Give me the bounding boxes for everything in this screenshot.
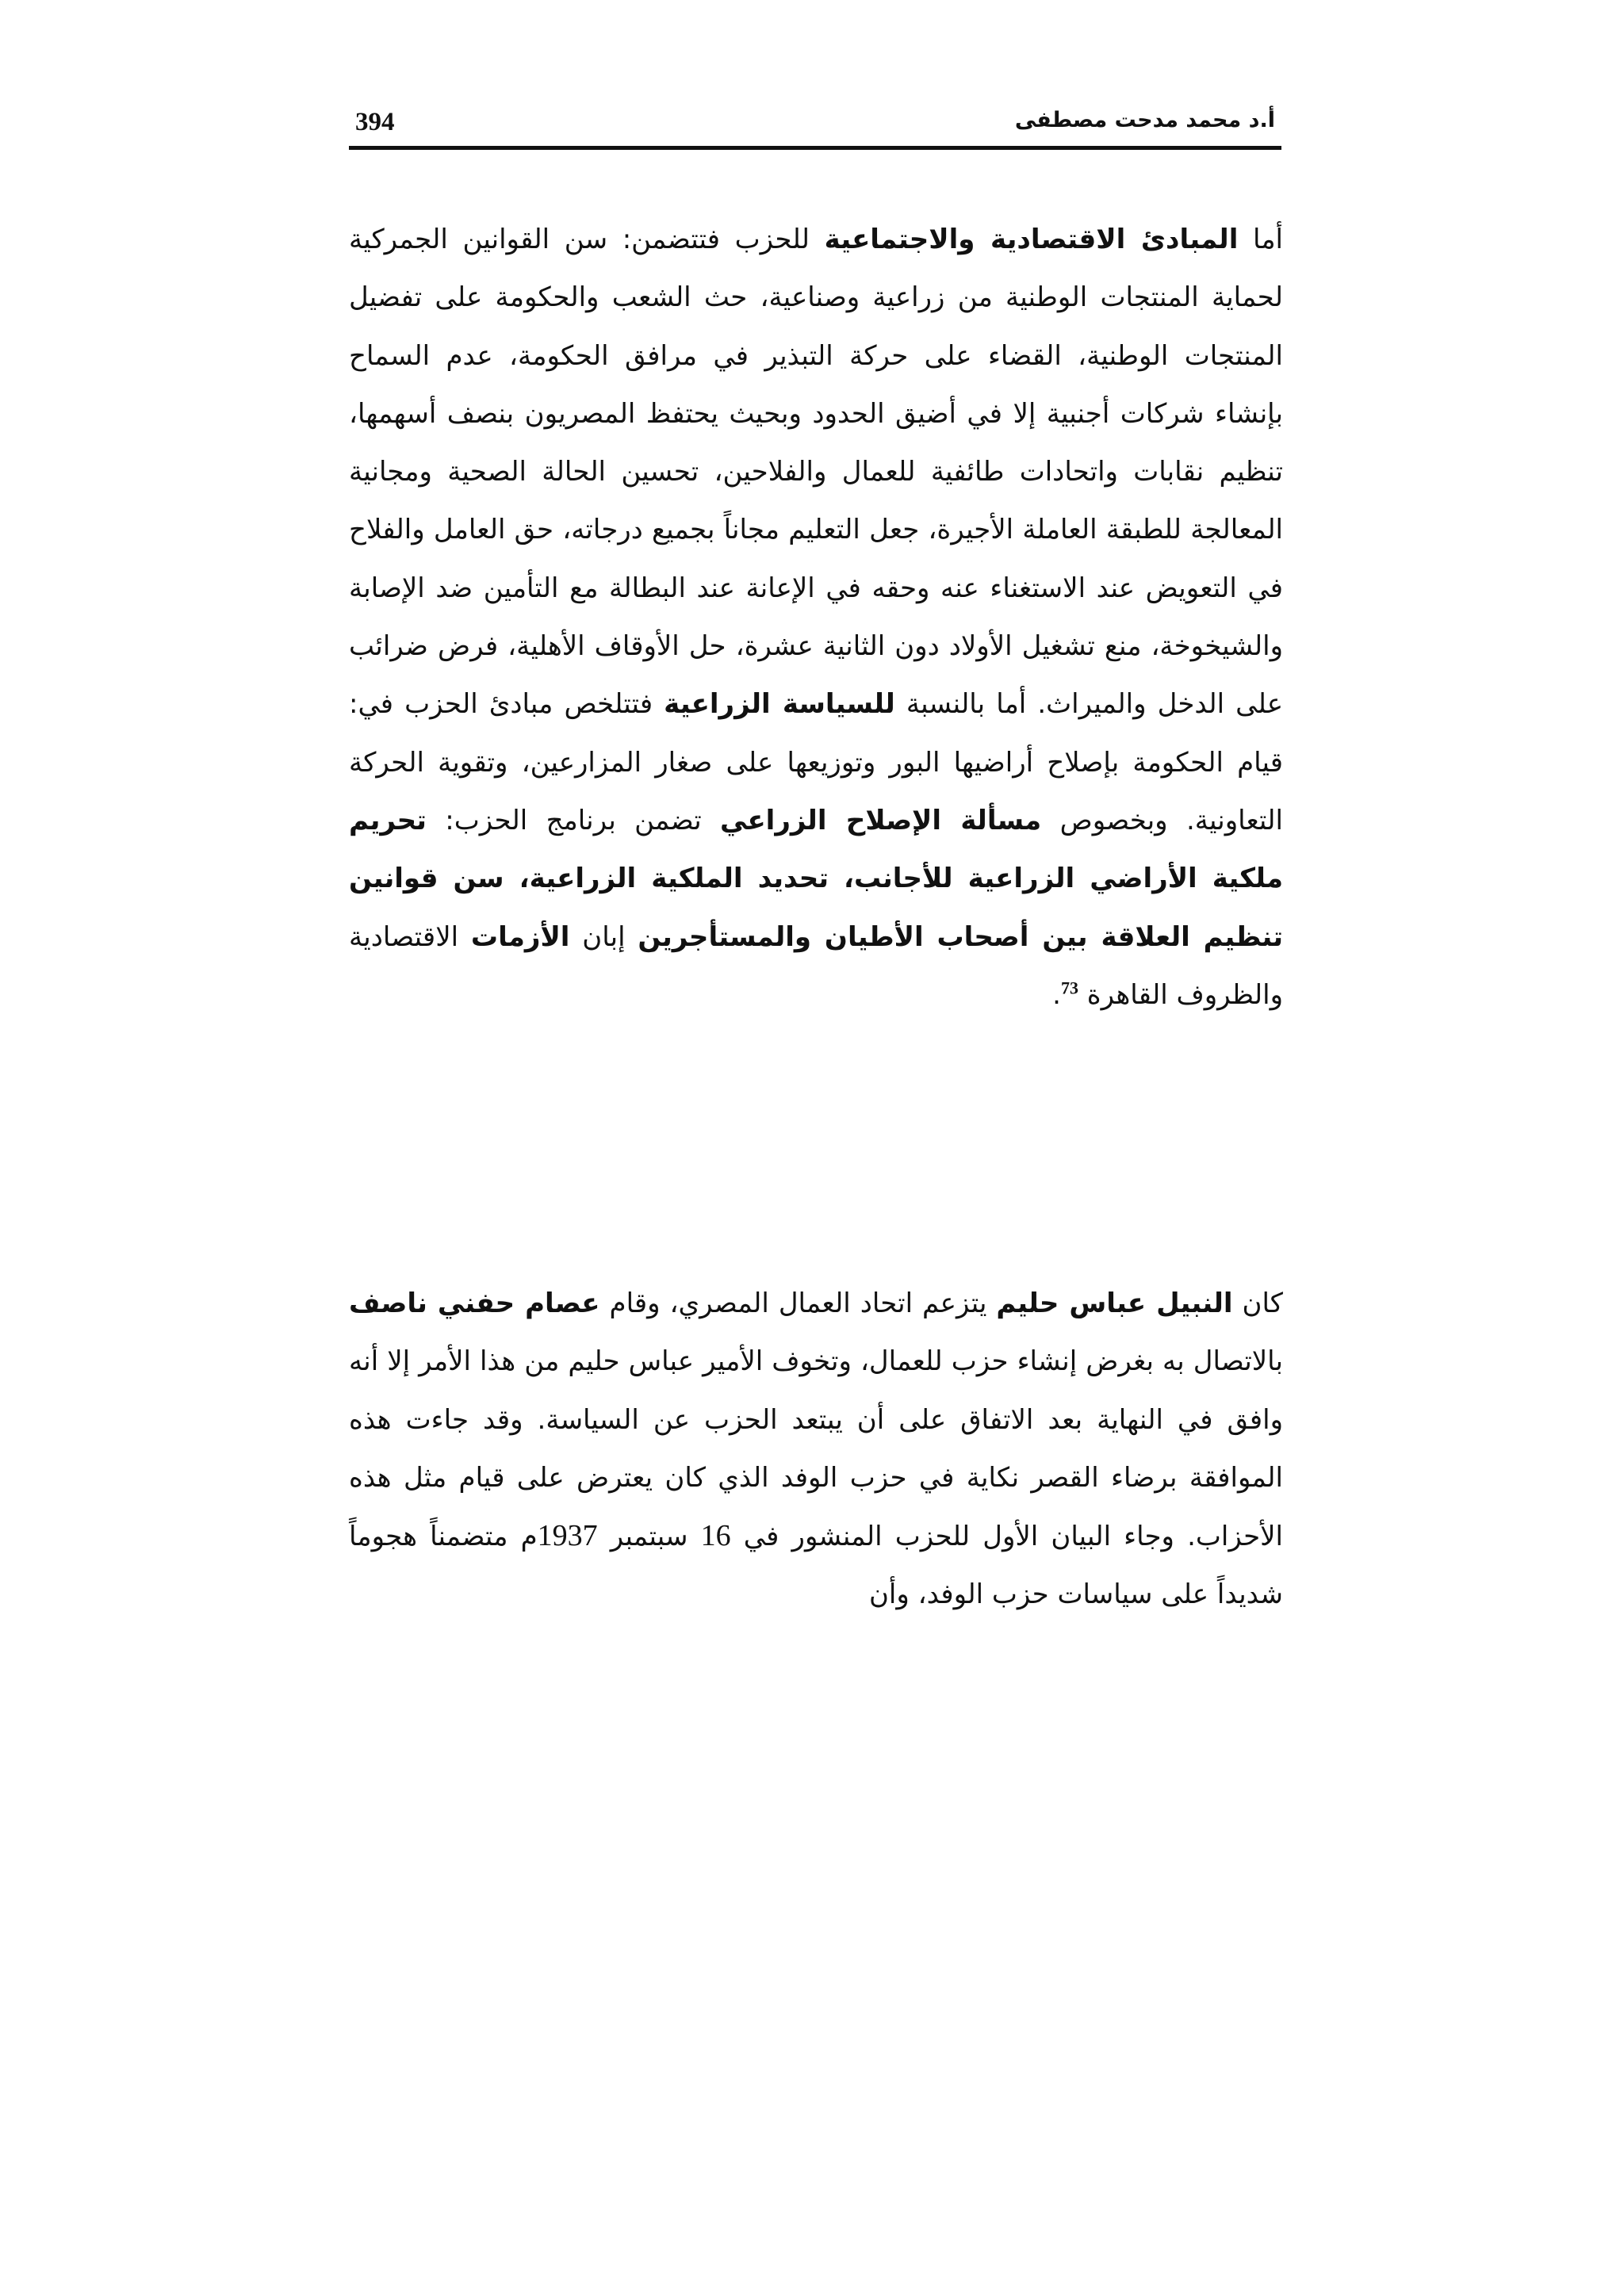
text-run: بالاتصال به بغرض إنشاء حزب للعمال، وتخوف الأمير عباس حليم من هذا الأمر إلا أنه وافق في النهاية بعد الاتفاق على أن يبتعد الحزب عن السياسة. وقد جاءت هذه الموافقة برضاء القصر نكاية في حزب الوفد الذي كان يعترض على قيام مثل هذه الأحزاب. وجاء البيان الأول للحزب المنشور في: [349, 1345, 1283, 1553]
header-rule: [349, 146, 1281, 150]
date-year: 1937: [537, 1519, 598, 1553]
bold-term-crises: الأزمات: [470, 920, 570, 953]
bold-term-agricultural-policy: للسياسة الزراعية: [664, 688, 895, 721]
text-run: يتزعم اتحاد العمال المصري، وقام: [599, 1288, 997, 1319]
text-run: سبتمبر: [597, 1521, 701, 1553]
paragraph-principles: [349, 211, 1283, 1024]
bold-term-economic-social-principles: المبادئ الاقتصادية والاجتماعية: [824, 224, 1239, 255]
text-run: كان: [1232, 1288, 1283, 1319]
page-header: [349, 103, 1281, 147]
text-run: إبان: [569, 920, 638, 953]
text-run: م متضمناً هجوماً شديداً على سياسات حزب الوفد، وأن: [349, 1521, 1283, 1611]
footnote-reference: 73: [1060, 978, 1078, 998]
text-run: فتتلخص مبادئ الحزب في: قيام الحكومة بإصلاح أراضيها البور وتوزيعها على صغار المزارعين، وتقوية الحركة التعاونية. وبخصوص: [349, 688, 1283, 836]
bold-name-essam-hefny-nasef: عصام حفني ناصف: [349, 1288, 600, 1319]
paragraph-labor-party: [349, 1275, 1283, 1624]
text-run: تضمن برنامج الحزب:: [426, 804, 721, 836]
running-head-author: أ.د محمد مدحت مصطفى: [1014, 108, 1275, 132]
bold-term-land-reform: مسألة الإصلاح الزراعي: [720, 804, 1042, 836]
bold-term-land-ownership-rules: تحريم ملكية الأراضي الزراعية للأجانب، تحديد الملكية الزراعية، سن قوانين تنظيم العلاقة بين أصحاب الأطيان والمستأجرين: [349, 804, 1283, 953]
text-run: للحزب فتتضمن: سن القوانين الجمركية لحماية المنتجات الوطنية من زراعية وصناعية، حث الشعب والحكومة على تفضيل المنتجات الوطنية، القضاء على حركة التبذير في مرافق الحكومة، عدم السماح بإنشاء شركات أجنبية إلا في أضيق الحدود وبحيث يحتفظ المصريون بنصف أسهمها، تنظيم نقابات واتحادات طائفية للعمال والفلاحين، تحسين الحالة الصحية ومجانية المعالجة للطبقة العاملة الأجيرة، جعل التعليم مجاناً بجميع درجاته، حق العامل والفلاح في التعويض عند الاستغناء عنه وحقه في الإعانة عند البطالة مع التأمين ضد الإصابة والشيخوخة، منع تشغيل الأولاد دون الثانية عشرة، حل الأوقاف الأهلية، فرض ضرائب على الدخل والميراث. أما بالنسبة: [349, 224, 1283, 721]
text-run: الاقتصادية والظروف القاهرة: [349, 920, 1283, 1011]
bold-name-abbas-halim: النبيل عباس حليم: [996, 1288, 1233, 1319]
page-number: 394: [355, 108, 395, 136]
date-day: 16: [700, 1519, 731, 1553]
text-run: أما: [1238, 224, 1284, 255]
text-run: .: [1052, 978, 1061, 1011]
